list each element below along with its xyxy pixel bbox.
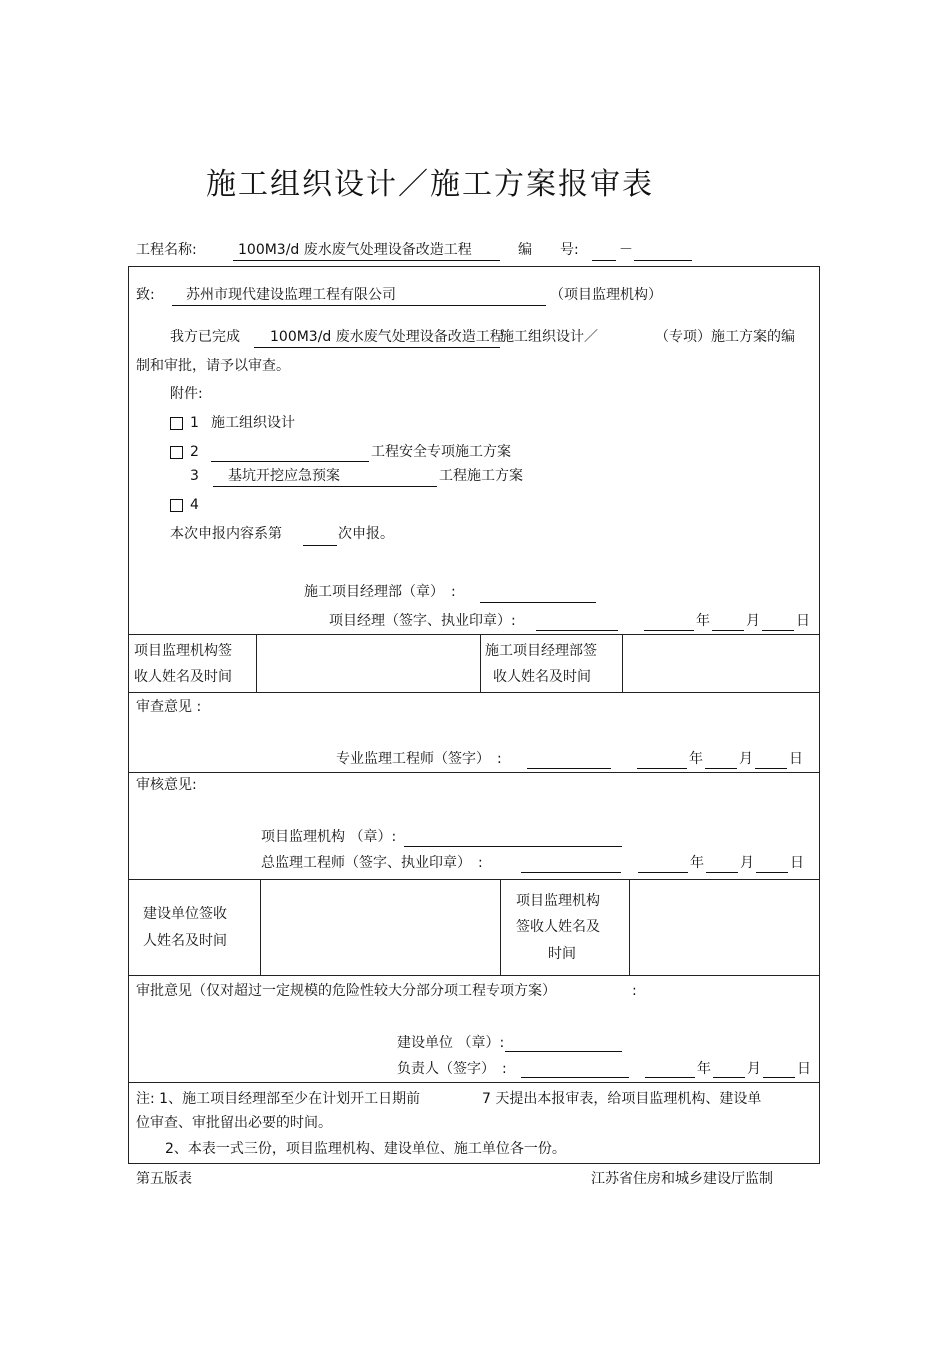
review-label: 审查意见 :	[136, 699, 202, 715]
supervision-receiver2-label-2: 签收人姓名及	[516, 919, 600, 935]
number-underline-2	[634, 260, 692, 261]
attachment-3-underline	[213, 486, 437, 487]
owner-receiver-label-1: 建设单位签收	[143, 906, 227, 922]
chief-engineer-sign-underline	[521, 872, 621, 873]
date-year-4: 年	[697, 1061, 711, 1077]
footer-edition: 第五版表	[136, 1171, 192, 1187]
number-underline-1	[592, 260, 616, 261]
chief-engineer-sign-label: 总监理工程师（签字、执业印章） :	[261, 855, 483, 871]
date-day-underline-2	[755, 768, 787, 769]
date-month-1: 月	[746, 613, 760, 629]
to-value: 苏州市现代建设监理工程有限公司	[186, 287, 396, 303]
date-month-3: 月	[740, 855, 754, 871]
supervision-receiver2-label-1: 项目监理机构	[516, 893, 600, 909]
date-year-underline-4	[645, 1077, 695, 1078]
attachments-label: 附件:	[170, 386, 203, 402]
to-suffix: （项目监理机构）	[550, 287, 662, 303]
row-divider-6	[128, 1082, 820, 1083]
contractor-receiver-label-2: 收人姓名及时间	[493, 669, 591, 685]
col-divider-1a	[256, 634, 257, 692]
to-label: 致:	[136, 287, 155, 303]
owner-person-sign-underline	[521, 1077, 629, 1078]
attachment-2-checkbox[interactable]	[170, 446, 183, 459]
table-left-border	[128, 266, 129, 1164]
owner-seal-underline	[505, 1051, 622, 1052]
date-month-underline-1	[712, 630, 744, 631]
date-year-underline-1	[644, 630, 694, 631]
date-year-underline-3	[638, 872, 688, 873]
row-divider-2	[128, 692, 820, 693]
date-month-underline-4	[713, 1077, 745, 1078]
footer-issuer: 江苏省住房和城乡建设厅监制	[591, 1171, 773, 1187]
col-divider-2b	[500, 879, 501, 975]
dept-seal-label: 施工项目经理部（章） :	[304, 584, 456, 600]
attachment-3-number: 3	[190, 468, 199, 484]
submission-suffix: 次申报。	[338, 526, 394, 542]
completion-end: 施工方案的编	[711, 329, 795, 345]
owner-seal-label: 建设单位 （章）:	[397, 1035, 505, 1051]
page-title: 施工组织设计／施工方案报审表	[206, 167, 654, 202]
row-divider-3	[128, 772, 820, 773]
contractor-receiver-label-1: 施工项目经理部签	[485, 643, 597, 659]
completion-prefix: 我方已完成	[170, 329, 240, 345]
manager-sign-label: 项目经理（签字、执业印章）:	[329, 613, 516, 629]
row-divider-5	[128, 975, 820, 976]
attachment-2-underline	[211, 461, 369, 462]
date-day-1: 日	[796, 613, 810, 629]
submission-count-underline	[303, 545, 337, 546]
col-divider-1c	[622, 634, 623, 692]
to-underline	[172, 305, 546, 306]
table-right-border	[819, 266, 820, 1164]
note-1-part-b: 7 天提出本报审表，给项目监理机构、建设单	[482, 1091, 762, 1107]
row-divider-4	[128, 879, 820, 880]
row-divider-1	[128, 634, 820, 635]
attachment-1-text: 施工组织设计	[211, 415, 295, 431]
completion-project: 100M3/d 废水废气处理设备改造工程	[270, 329, 504, 345]
number-dash: －	[619, 242, 633, 258]
note-1-part-a: 注: 1、施工项目经理部至少在计划开工日期前	[136, 1091, 421, 1107]
number-label: 编 号:	[518, 242, 579, 258]
attachment-4-checkbox[interactable]	[170, 499, 183, 512]
date-day-4: 日	[797, 1061, 811, 1077]
table-top-border	[128, 266, 820, 267]
project-name-underline	[233, 260, 500, 261]
table-bottom-border	[128, 1163, 820, 1164]
project-name-label: 工程名称:	[136, 242, 197, 258]
date-day-underline-4	[763, 1077, 795, 1078]
date-month-underline-2	[705, 768, 737, 769]
date-day-2: 日	[789, 751, 803, 767]
engineer-sign-label: 专业监理工程师（签字） :	[336, 751, 502, 767]
col-divider-2c	[629, 879, 630, 975]
date-month-2: 月	[739, 751, 753, 767]
dept-seal-underline	[480, 602, 596, 603]
date-day-3: 日	[790, 855, 804, 871]
date-day-underline-3	[756, 872, 788, 873]
attachment-2-text: 工程安全专项施工方案	[371, 444, 511, 460]
supervision-receiver2-label-3: 时间	[548, 946, 576, 962]
project-name-value: 100M3/d 废水废气处理设备改造工程	[238, 242, 472, 258]
approval-colon: :	[632, 983, 637, 999]
note-1-line-2: 位审查、审批留出必要的时间。	[136, 1115, 332, 1131]
audit-label: 审核意见:	[136, 777, 197, 793]
attachment-4-number: 4	[190, 497, 199, 513]
date-day-underline-1	[762, 630, 794, 631]
submission-prefix: 本次申报内容系第	[170, 526, 282, 542]
supervision-org-seal-underline	[404, 846, 622, 847]
completion-mid: 施工组织设计／	[500, 329, 598, 345]
supervision-receiver-label-1: 项目监理机构签	[134, 643, 232, 659]
supervision-receiver-label-2: 收人姓名及时间	[134, 669, 232, 685]
attachment-3-fill: 基坑开挖应急预案	[228, 468, 340, 484]
owner-receiver-label-2: 人姓名及时间	[143, 933, 227, 949]
date-month-4: 月	[747, 1061, 761, 1077]
date-year-1: 年	[696, 613, 710, 629]
attachment-3-text: 工程施工方案	[439, 468, 523, 484]
attachment-1-number: 1	[190, 415, 199, 431]
manager-sign-underline	[536, 630, 618, 631]
attachment-1-checkbox[interactable]	[170, 417, 183, 430]
note-2: 2、本表一式三份，项目监理机构、建设单位、施工单位各一份。	[165, 1141, 566, 1157]
approval-label: 审批意见（仅对超过一定规模的危险性较大分部分项工程专项方案）	[136, 983, 556, 999]
date-year-2: 年	[689, 751, 703, 767]
supervision-org-seal-label: 项目监理机构 （章）:	[261, 829, 397, 845]
col-divider-2a	[260, 879, 261, 975]
col-divider-1b	[480, 634, 481, 692]
completion-underline	[254, 347, 500, 348]
engineer-sign-underline	[527, 768, 611, 769]
attachment-2-number: 2	[190, 444, 199, 460]
date-month-underline-3	[706, 872, 738, 873]
completion-line2: 制和审批，请予以审查。	[136, 358, 290, 374]
date-year-3: 年	[690, 855, 704, 871]
date-year-underline-2	[637, 768, 687, 769]
owner-person-sign-label: 负责人（签字） :	[397, 1061, 507, 1077]
completion-special: （专项）	[655, 329, 711, 345]
